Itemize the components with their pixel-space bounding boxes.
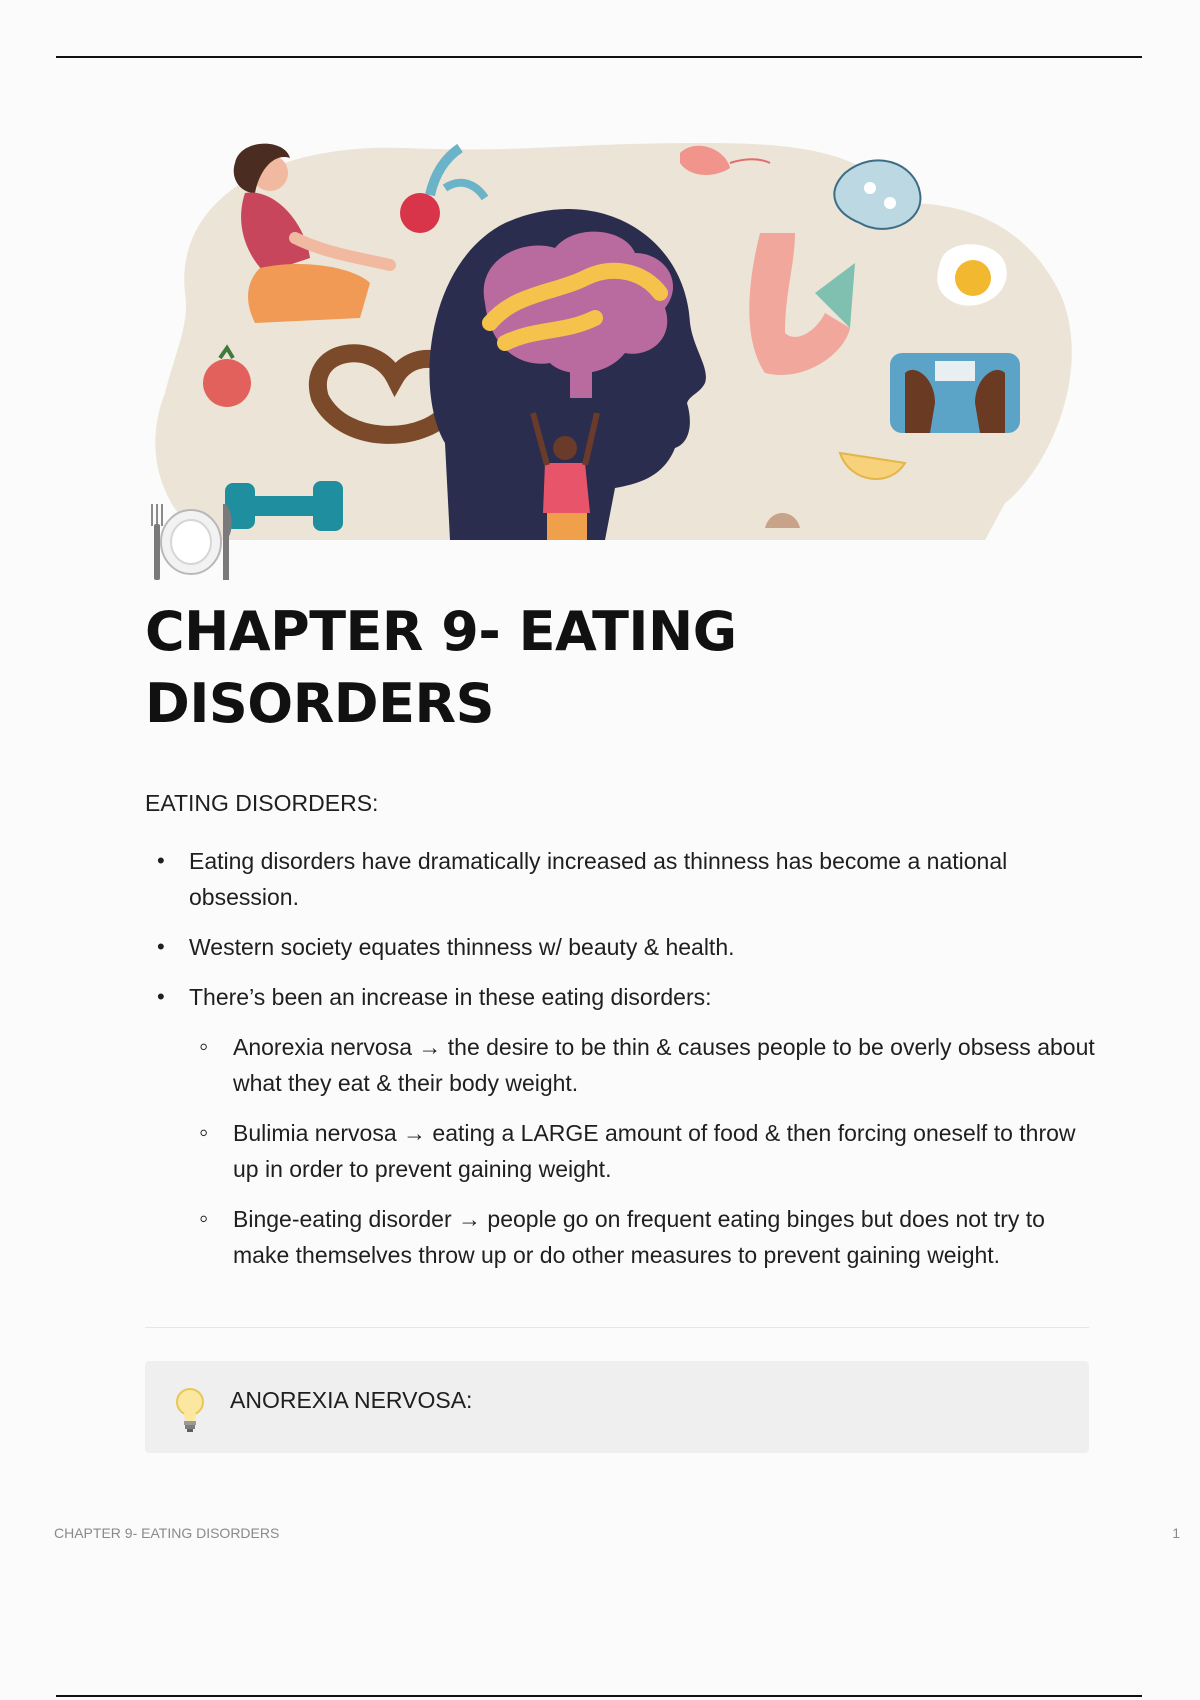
list-item: • Western society equates thinness w/ beauty & health. <box>145 929 1095 965</box>
sub-list-item: ◦ Anorexia nervosa → the desire to be thin & causes people to be overly obsess about what they eat & their body weight. <box>189 1029 1095 1101</box>
list-item <box>145 979 1095 1273</box>
sub-bullet-list <box>189 1029 1095 1273</box>
page-title: CHAPTER 9- EATING DISORDERS <box>145 600 737 735</box>
section-heading: EATING DISORDERS: <box>145 790 379 816</box>
footer-title: CHAPTER 9- EATING DISORDERS <box>54 1525 280 1541</box>
list-item-text: There’s been an increase in these eating disorders: <box>189 984 712 1010</box>
bullet-list <box>145 843 1095 1287</box>
page-number: 1 <box>1172 1525 1180 1541</box>
sub-list-item: ◦ Bulimia nervosa → eating a LARGE amount of food & then forcing oneself to throw up in order to prevent gaining weight. <box>189 1115 1095 1187</box>
lightbulb-icon <box>175 1387 205 1435</box>
list-item: • Eating disorders have dramatically increased as thinness has become a national obsession. <box>145 843 1095 915</box>
fork-knife-plate-icon <box>145 500 237 582</box>
callout-text: ANOREXIA NERVOSA: <box>230 1387 473 1413</box>
cover-illustration <box>145 143 1089 540</box>
callout-box <box>145 1361 1089 1453</box>
top-rule <box>56 56 1142 58</box>
sub-list-item: ◦ Binge-eating disorder → people go on frequent eating binges but does not try to make themselves throw up or do other measures to prevent gaining weight. <box>189 1201 1095 1273</box>
divider <box>145 1327 1089 1328</box>
bottom-rule <box>56 1695 1142 1697</box>
